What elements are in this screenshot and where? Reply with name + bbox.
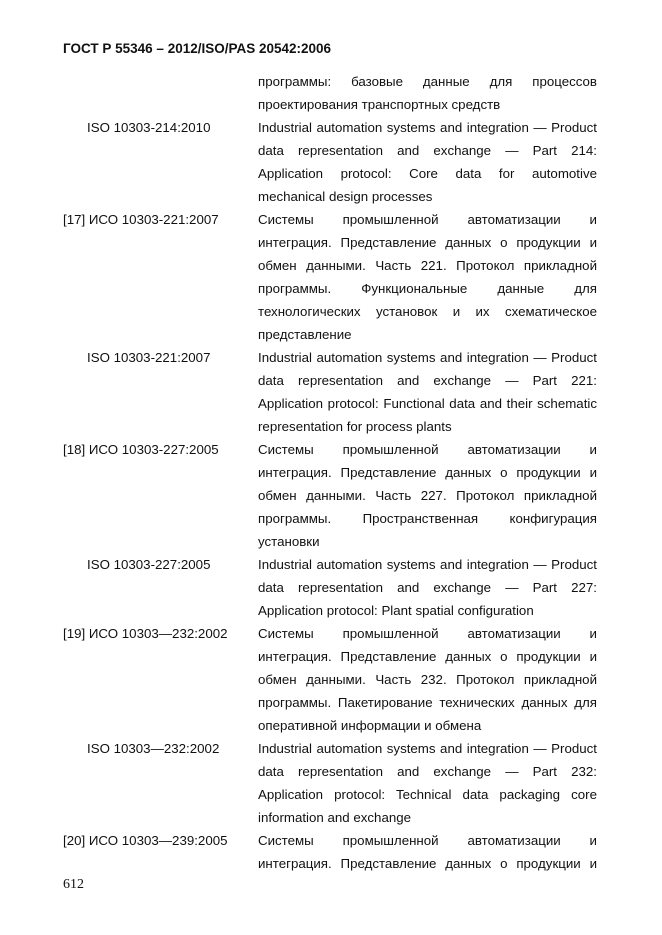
reference-label: ISO 10303-221:2007 (87, 350, 211, 365)
bibliography-entry (63, 438, 597, 553)
reference-text: Системы промышленной автоматизации и интеграция. Представление данных о продукции и обмен данными. Часть 227. Протокол прикладной программы. Пространственная конфигурация установки (258, 442, 597, 549)
reference-text: Системы промышленной автоматизации и интеграция. Представление данных о продукции и (258, 833, 597, 871)
reference-label: [17] ИСО 10303-221:2007 (63, 212, 219, 227)
reference-label: [19] ИСО 10303—232:2002 (63, 626, 228, 641)
bibliography-entry (63, 737, 597, 829)
reference-text: Industrial automation systems and integration — Product data representation and exchange — Part 227: Application protocol: Plant spatial configuration (258, 557, 597, 618)
document-header: ГОСТ Р 55346 – 2012/ISO/PAS 20542:2006 (63, 41, 332, 56)
reference-label: ISO 10303-214:2010 (87, 120, 211, 135)
reference-text: Системы промышленной автоматизации и интеграция. Представление данных о продукции и обмен данными. Часть 221. Протокол прикладной программы. Функциональные данные для технологических установок и их схематическое представление (258, 212, 597, 342)
bibliography-entry (63, 116, 597, 208)
bibliography-list (63, 70, 597, 875)
page-number: 612 (63, 877, 84, 892)
reference-text: программы: базовые данные для процессов проектирования транспортных средств (258, 74, 597, 112)
bibliography-entry (63, 553, 597, 622)
reference-label: ISO 10303-227:2005 (87, 557, 211, 572)
reference-label: ISO 10303—232:2002 (87, 741, 220, 756)
reference-text: Industrial automation systems and integration — Product data representation and exchange — Part 232: Application protocol: Technical data packaging core information and exchange (258, 741, 597, 825)
bibliography-entry (63, 829, 597, 875)
reference-label (63, 70, 258, 116)
bibliography-entry (63, 208, 597, 346)
reference-label: [18] ИСО 10303-227:2005 (63, 442, 219, 457)
bibliography-entry (63, 70, 597, 116)
bibliography-entry (63, 622, 597, 737)
reference-text: Системы промышленной автоматизации и интеграция. Представление данных о продукции и обмен данными. Часть 232. Протокол прикладной программы. Пакетирование технических данных для оперативной информации и обмена (258, 626, 597, 733)
reference-text: Industrial automation systems and integration — Product data representation and exchange — Part 221: Application protocol: Functional data and their schematic representation for process plants (258, 350, 597, 434)
reference-text: Industrial automation systems and integration — Product data representation and exchange — Part 214: Application protocol: Core data for automotive mechanical design processes (258, 120, 597, 204)
bibliography-entry (63, 346, 597, 438)
reference-label: [20] ИСО 10303—239:2005 (63, 833, 228, 848)
